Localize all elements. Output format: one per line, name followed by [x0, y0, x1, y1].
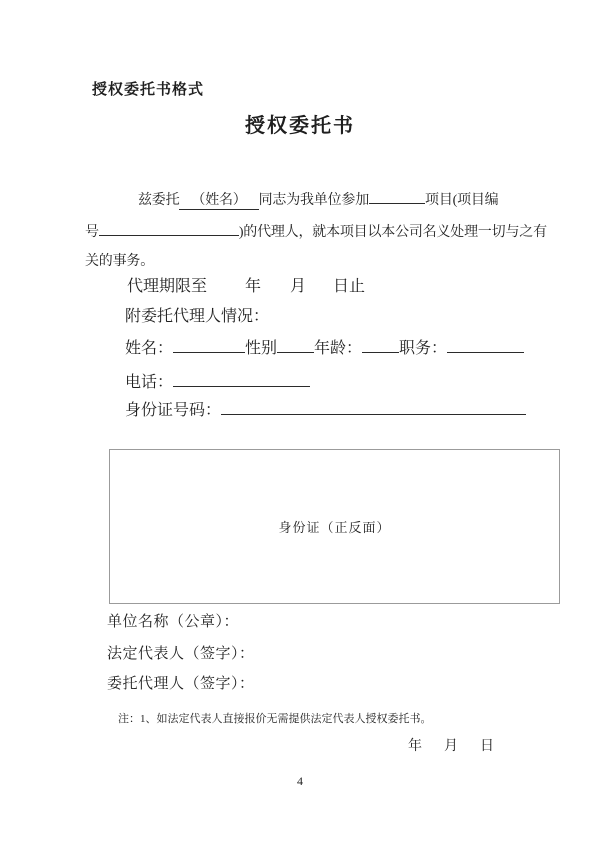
agent-info-heading: 附委托代理人情况： — [125, 308, 270, 325]
footnote: 注：1、如法定代表人直接报价无需提供法定代表人授权委托书。 — [118, 713, 432, 725]
agency-term-line — [127, 277, 365, 297]
position-blank — [447, 337, 524, 353]
term-year-label: 年 — [245, 278, 262, 295]
id-number-row — [125, 399, 526, 421]
legal-representative-signature-label: 法定代表人（签字）： — [107, 646, 255, 662]
phone-blank — [173, 371, 310, 387]
date-line — [408, 737, 494, 757]
entrusted-agent-signature-label: 委托代理人（签字）： — [107, 676, 255, 692]
id-card-caption: 身份证（正反面） — [278, 520, 391, 535]
paragraph-text: 关的事务。 — [85, 254, 154, 269]
phone-label: 电话： — [125, 374, 174, 391]
gender-label: 性别 — [245, 340, 278, 357]
unit-name-seal-label: 单位名称（公章）： — [107, 614, 240, 630]
paragraph-text: 同志为我单位参加 — [258, 193, 370, 208]
page-number: 4 — [297, 774, 303, 788]
phone-row — [125, 371, 310, 393]
paragraph-text: 项目(项目编 — [425, 193, 499, 208]
project-name-blank — [369, 188, 425, 204]
commission-paragraph-line2 — [85, 220, 547, 243]
agent-name-row — [125, 337, 524, 359]
paragraph-text: 号 — [85, 225, 99, 240]
term-month-label: 月 — [290, 278, 307, 295]
section-label: 授权委托书格式 — [92, 82, 205, 98]
paragraph-text: 兹委托 — [138, 193, 180, 208]
name-label: 姓名： — [125, 340, 174, 357]
date-year-label: 年 — [408, 739, 422, 754]
id-number-blank — [221, 399, 526, 415]
date-day-label: 日 — [480, 739, 494, 754]
commission-paragraph-line1 — [138, 188, 498, 211]
position-label: 职务： — [399, 340, 448, 357]
date-month-label: 月 — [444, 739, 458, 754]
age-label: 年龄： — [314, 340, 363, 357]
age-blank — [362, 337, 399, 353]
agency-term-label: 代理期限至 — [127, 278, 208, 295]
document-title: 授权委托书 — [245, 115, 355, 137]
name-fill-blank: （姓名） — [179, 193, 258, 210]
paragraph-text: )的代理人，就本项目以本公司名义处理一切与之有 — [238, 225, 547, 240]
term-day-label: 日止 — [333, 278, 366, 295]
id-card-photo-box — [109, 449, 560, 604]
project-number-blank — [99, 220, 239, 236]
id-number-label: 身份证号码： — [125, 402, 222, 419]
commission-paragraph-line3 — [85, 252, 154, 272]
name-blank — [173, 337, 245, 353]
gender-blank — [277, 337, 314, 353]
